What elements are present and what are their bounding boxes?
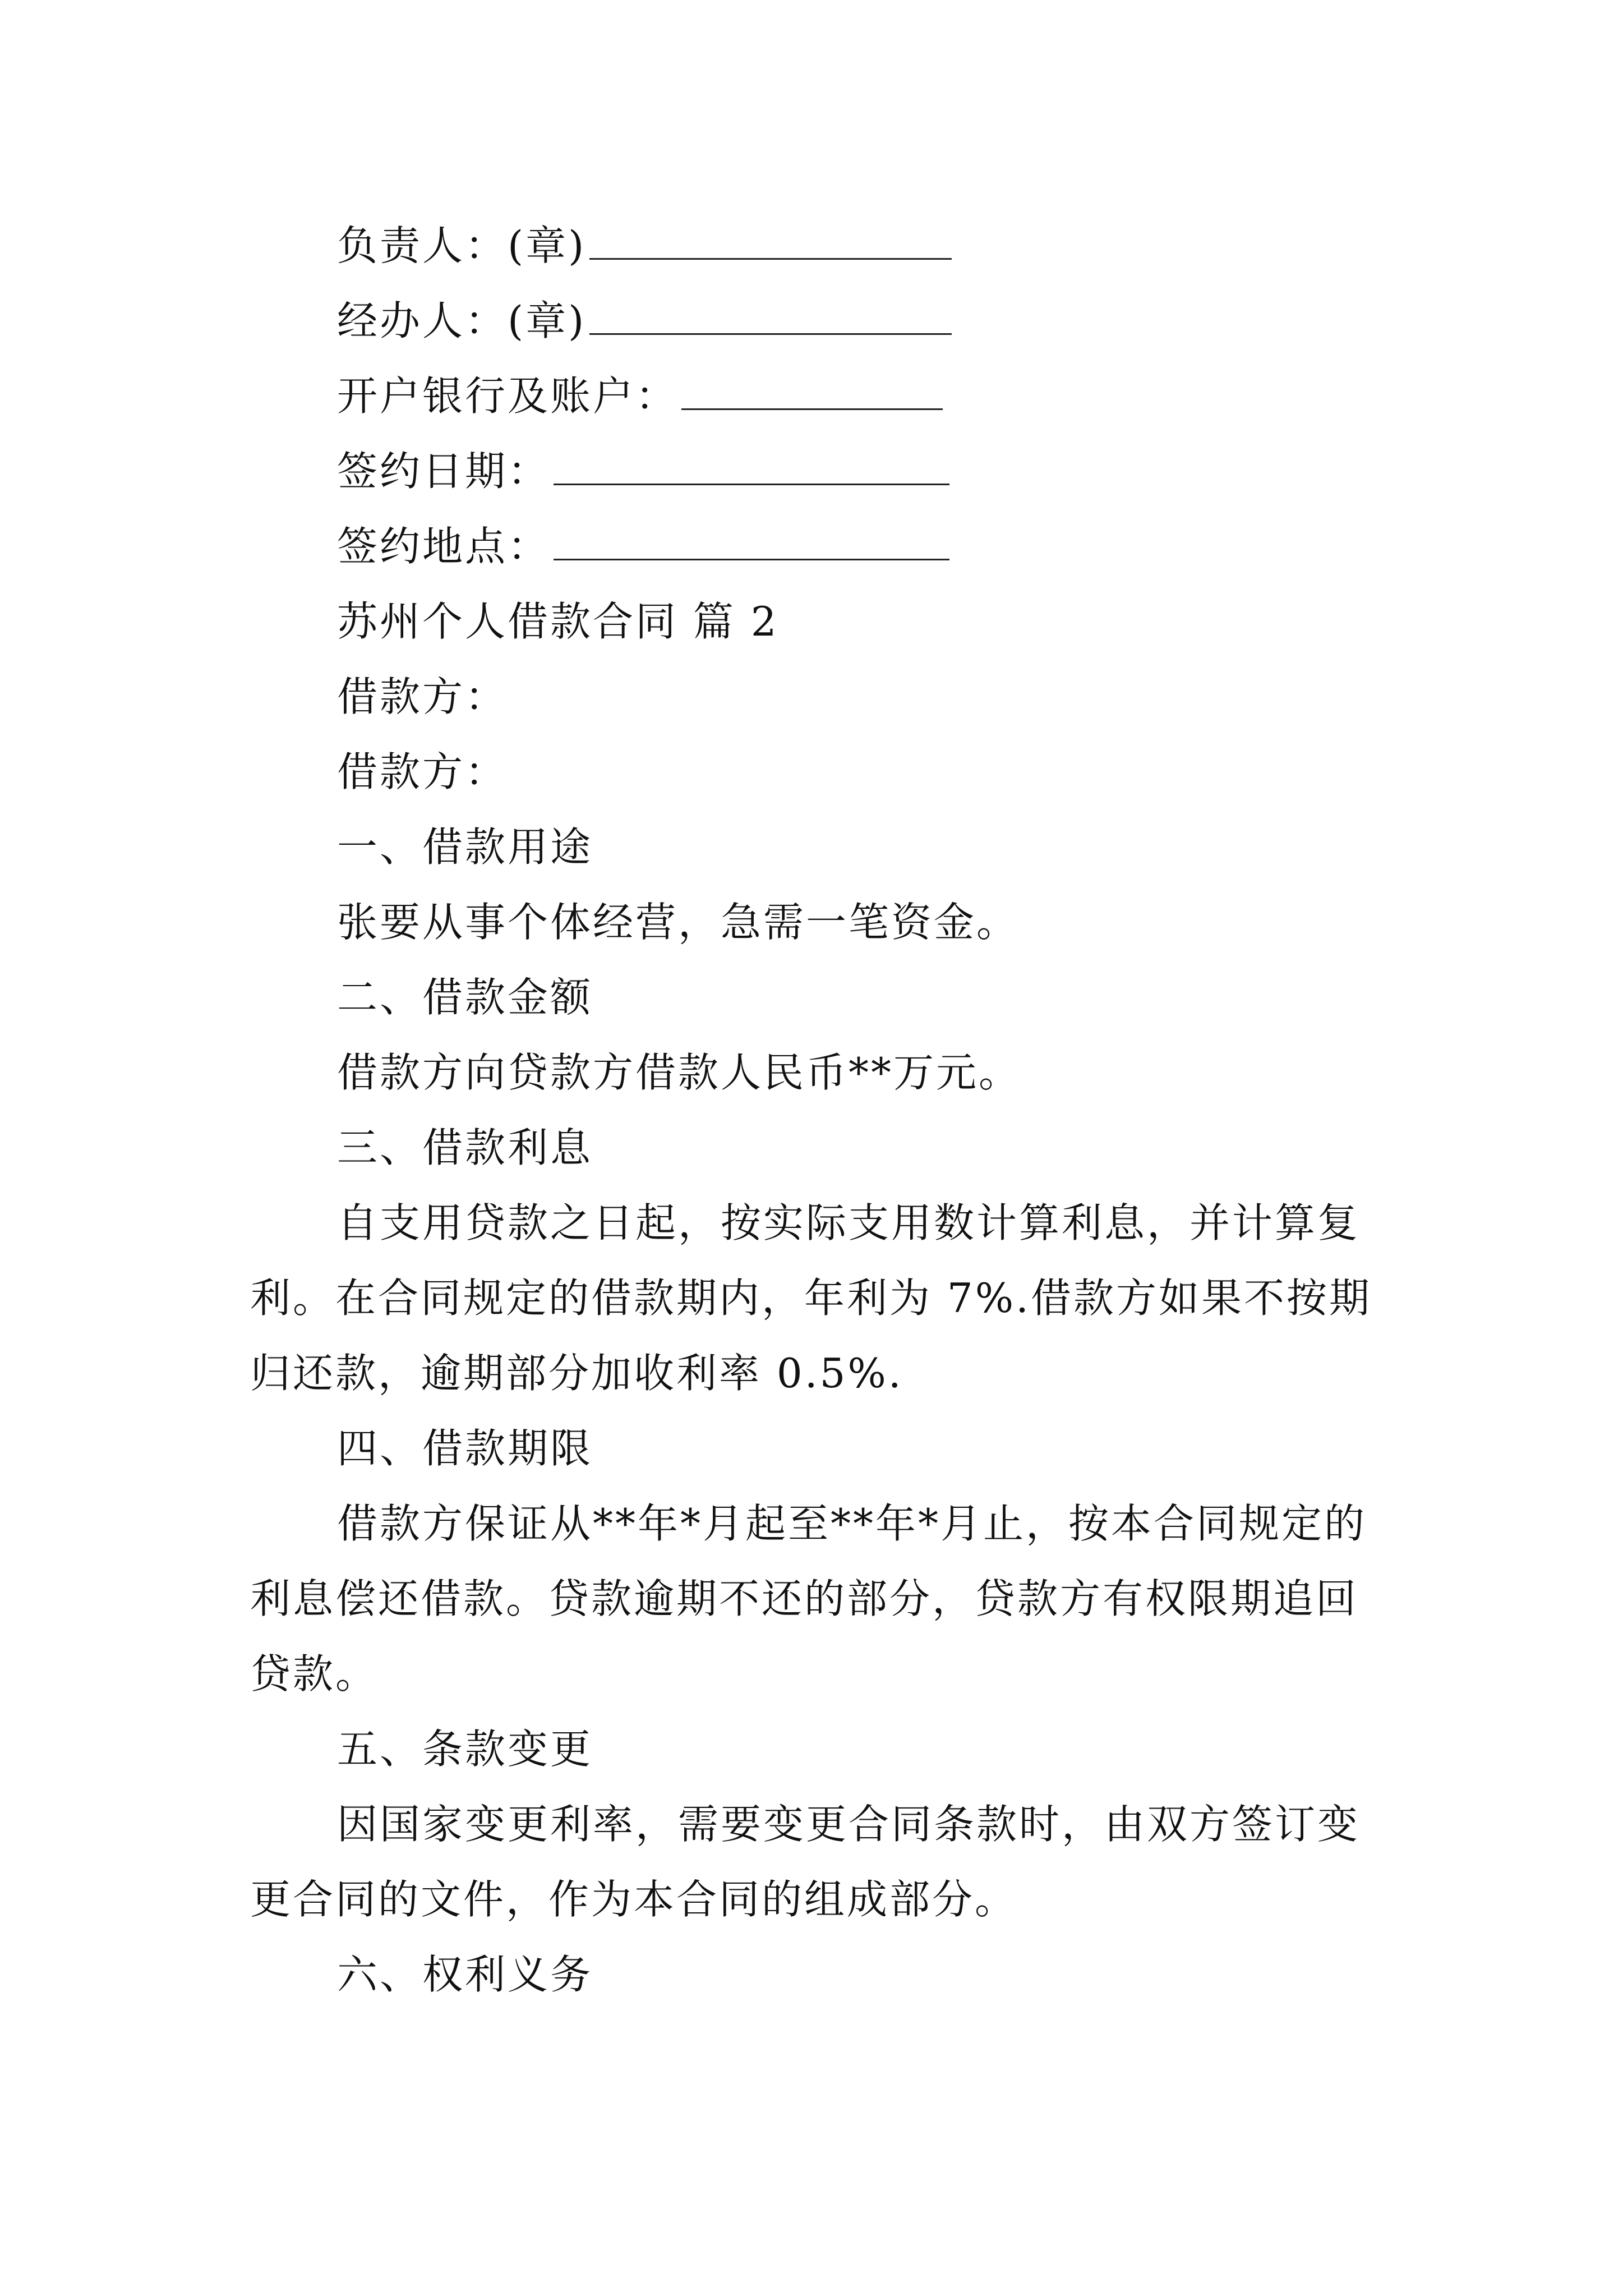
clause-text-interest-2: 利。在合同规定的借款期内，年利为 7%.借款方如果不按期 — [250, 1274, 1372, 1322]
bank-account-blank — [681, 371, 943, 410]
sign-place-line — [337, 519, 1381, 573]
bank-account-line — [337, 369, 1381, 423]
sign-date-line — [337, 444, 1381, 498]
clause-text-term-1: 借款方保证从**年*月起至**年*月止，按本合同规定的 — [337, 1500, 1367, 1547]
clause-text-change-1: 因国家变更利率，需要变更合同条款时，由双方签订变 — [337, 1801, 1361, 1848]
borrower-line-1: 借款方： — [337, 673, 508, 720]
clause-text-term-2: 利息偿还借款。贷款逾期不还的部分，贷款方有权限期追回 — [250, 1575, 1359, 1622]
clause-heading-purpose: 一、借款用途 — [337, 823, 593, 871]
clause-text-term-3: 贷款。 — [250, 1650, 379, 1697]
clause-heading-rights: 六、权利义务 — [337, 1951, 593, 1998]
handler-label: 经办人：(章) — [337, 297, 587, 344]
sign-date-label: 签约日期： — [337, 448, 551, 495]
borrower-line-2: 借款方： — [337, 748, 508, 795]
clause-text-purpose: 张要从事个体经营，急需一笔资金。 — [337, 899, 1020, 946]
responsible-person-label: 负责人：(章) — [337, 222, 587, 269]
clause-heading-interest: 三、借款利息 — [337, 1124, 593, 1171]
clause-text-interest-3: 归还款，逾期部分加收利率 0.5%. — [250, 1350, 903, 1397]
responsible-person-blank — [589, 221, 952, 260]
clause-heading-amount: 二、借款金额 — [337, 974, 593, 1021]
clause-text-amount: 借款方向贷款方借款人民币**万元。 — [337, 1049, 1022, 1096]
handler-line — [337, 294, 1381, 348]
clause-heading-change: 五、条款变更 — [337, 1726, 593, 1773]
clause-heading-term: 四、借款期限 — [337, 1425, 593, 1472]
section-title: 苏州个人借款合同 篇 2 — [337, 598, 779, 645]
sign-date-blank — [554, 447, 949, 485]
handler-blank — [589, 296, 952, 335]
clause-text-interest-1: 自支用贷款之日起，按实际支用数计算利息，并计算复 — [337, 1199, 1361, 1246]
clause-text-change-2: 更合同的文件，作为本合同的组成部分。 — [250, 1876, 1018, 1923]
sign-place-blank — [554, 522, 949, 560]
bank-account-label: 开户银行及账户： — [337, 372, 679, 420]
sign-place-label: 签约地点： — [337, 523, 551, 570]
responsible-person-line — [337, 219, 1381, 273]
